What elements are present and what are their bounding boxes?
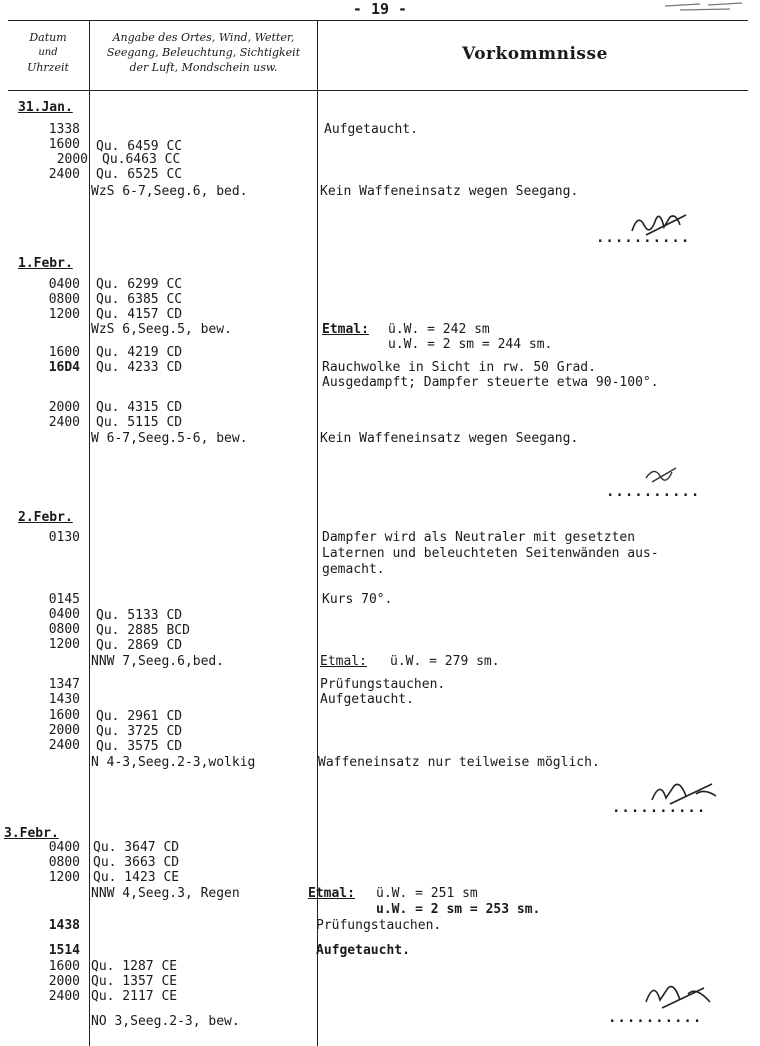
place: Qu. 1423 CE [93,870,180,885]
date-31-jan: 31.Jan. [18,100,73,115]
table-top-rule [8,20,748,21]
time: 1200 [48,870,80,885]
time: 1430 [48,692,80,707]
time: 0130 [48,530,80,545]
weather: NO 3,Seeg.2-3, bew. [91,1014,240,1029]
place: Qu. 2117 CE [91,989,178,1004]
weather: NNW 4,Seeg.3, Regen [91,886,240,901]
etmal-value: ü.W. = 242 sm [388,322,490,337]
time: 1600 [48,959,80,974]
event: Kein Waffeneinsatz wegen Seegang. [320,184,579,199]
place: Qu. 4219 CD [96,345,183,360]
etmal-label: Etmal: [308,886,355,901]
event: Rauchwolke in Sicht in rw. 50 Grad. [322,360,596,375]
time: 1200 [48,637,80,652]
event: Waffeneinsatz nur teilweise möglich. [318,755,600,770]
header-angabe: Angabe des Ortes, Wind, Wetter, Seegang, Beleuchtung, Sichtigkeit der Luft, Mondschein usw. [106,31,301,74]
place: Qu. 5133 CD [96,608,183,623]
etmal-label: Etmal: [320,654,367,669]
place: Qu. 2869 CD [96,638,183,653]
time: 0145 [48,592,80,607]
page-number: - 19 - [352,0,408,18]
signoff-dots: .......... [596,230,691,246]
time: 0400 [48,607,80,622]
event: gemacht. [322,562,385,577]
weather: WzS 6,Seeg.5, bew. [91,322,232,337]
time: 1438 [48,918,80,933]
time: 2000 [56,152,88,167]
time: 0400 [48,277,80,292]
place: Qu. 2961 CD [96,709,183,724]
event: Aufgetaucht. [324,122,418,137]
place: Qu. 1287 CE [91,959,178,974]
time: 2000 [48,723,80,738]
signature-initials [636,460,696,486]
time: 2400 [48,415,80,430]
signoff-dots: .......... [608,1010,703,1026]
place: Qu. 1357 CE [91,974,178,989]
event: Prüfungstauchen. [320,677,446,692]
time: 2400 [48,989,80,1004]
event: Ausgedampft; Dampfer steuerte etwa 90-100°. [322,375,659,390]
place: Qu. 4157 CD [96,307,183,322]
place: Qu. 4315 CD [96,400,183,415]
time: 2000 [48,400,80,415]
place: Qu. 2885 BCD [96,623,190,638]
time: 0800 [48,855,80,870]
date-1-febr: 1.Febr. [18,256,73,271]
place: Qu. 3725 CD [96,724,183,739]
place: Qu. 6299 CC [96,277,183,292]
time: 2400 [48,738,80,753]
time: 0800 [48,622,80,637]
place: Qu. 6385 CC [96,292,183,307]
time: 0800 [48,292,80,307]
weather: W 6-7,Seeg.5-6, bew. [91,431,248,446]
column-divider-1 [89,20,90,1046]
event: Aufgetaucht. [320,692,414,707]
weather: NNW 7,Seeg.6,bed. [91,654,225,669]
signoff-dots: .......... [612,800,707,816]
weather: WzS 6-7,Seeg.6, bed. [91,184,248,199]
etmal-value: ü.W. = 251 sm [376,886,478,901]
signoff-dots: .......... [606,484,701,500]
signature-initials [640,978,720,1012]
place: Qu. 5115 CD [96,415,183,430]
date-2-febr: 2.Febr. [18,510,73,525]
event: Laternen und beleuchteten Seitenwänden aus- [322,546,659,561]
event: Kurs 70°. [322,592,393,607]
weather: N 4-3,Seeg.2-3,wolkig [91,755,256,770]
event: Prüfungstauchen. [316,918,442,933]
time: 2400 [48,167,80,182]
place: Qu. 6459 CC [96,139,183,154]
event: Aufgetaucht. [316,943,410,958]
time: 1338 [48,122,80,137]
place: Qu. 3647 CD [93,840,180,855]
stamp-mark [660,0,750,16]
place: Qu. 4233 CD [96,360,183,375]
event: Dampfer wird als Neutraler mit gesetzten [322,530,636,545]
time: 2000 [48,974,80,989]
time: 1600 [48,345,80,360]
time: 0400 [48,840,80,855]
header-vorkommnisse: Vorkommnisse [462,44,608,64]
place: Qu. 3663 CD [93,855,180,870]
time: 1600 [48,708,80,723]
place: Qu. 3575 CD [96,739,183,754]
place: Qu.6463 CC [102,152,181,167]
place: Qu. 6525 CC [96,167,183,182]
time: 16D4 [48,360,80,375]
header-datum: Datum und Uhrzeit [27,31,69,74]
etmal-value: ü.W. = 279 sm. [390,654,500,669]
etmal-value: u.W. = 2 sm = 253 sm. [376,902,541,917]
etmal-label: Etmal: [322,322,369,337]
event: Kein Waffeneinsatz wegen Seegang. [320,431,579,446]
time: 1514 [48,943,80,958]
date-3-febr: 3.Febr. [4,826,59,841]
etmal-value: u.W. = 2 sm = 244 sm. [388,337,553,352]
time: 1600 [48,137,80,152]
time: 1200 [48,307,80,322]
time: 1347 [48,677,80,692]
header-rule [8,90,748,91]
